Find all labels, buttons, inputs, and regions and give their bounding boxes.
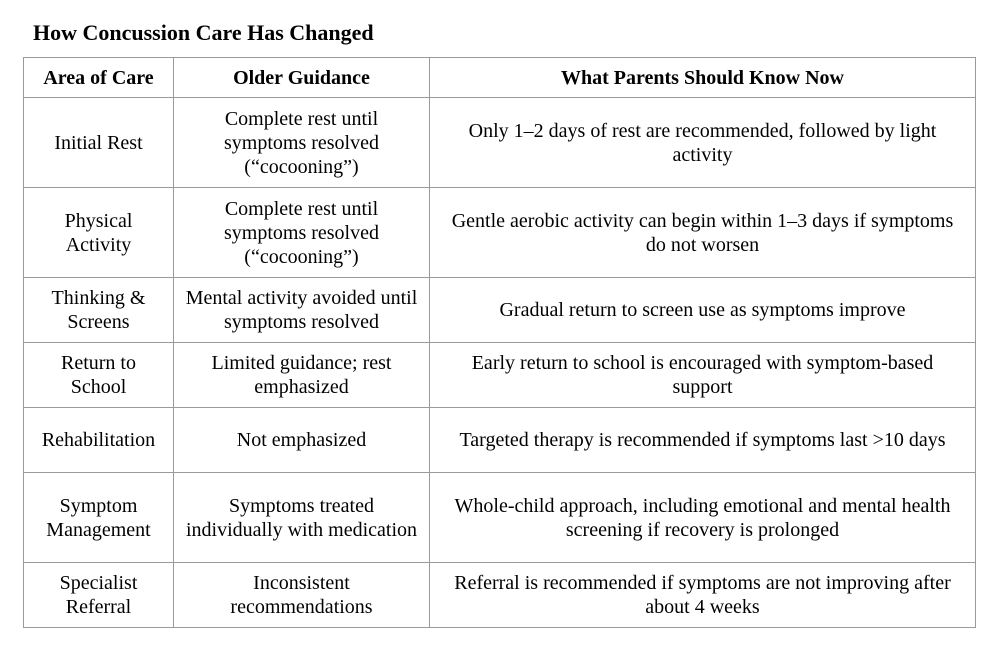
header-what-parents-should-know-now: What Parents Should Know Now	[430, 58, 976, 98]
cell-older-guidance: Symptoms treated individually with medication	[174, 473, 430, 563]
table-row	[24, 408, 976, 473]
cell-now: Gradual return to screen use as symptoms improve	[430, 278, 976, 343]
table-row	[24, 98, 976, 188]
cell-area: Return to School	[24, 343, 174, 408]
cell-older-guidance: Complete rest until symptoms resolved (“cocooning”)	[174, 188, 430, 278]
cell-now: Targeted therapy is recommended if symptoms last >10 days	[430, 408, 976, 473]
cell-area: Rehabilitation	[24, 408, 174, 473]
table-row	[24, 278, 976, 343]
cell-area: Specialist Referral	[24, 563, 174, 628]
page-title: How Concussion Care Has Changed	[33, 20, 374, 45]
cell-older-guidance: Complete rest until symptoms resolved (“cocooning”)	[174, 98, 430, 188]
header-area-of-care: Area of Care	[24, 58, 174, 98]
table-row	[24, 188, 976, 278]
cell-area: Symptom Management	[24, 473, 174, 563]
cell-now: Whole-child approach, including emotional and mental health screening if recovery is prolonged	[430, 473, 976, 563]
table-header-row	[24, 58, 976, 98]
cell-older-guidance: Limited guidance; rest emphasized	[174, 343, 430, 408]
table-row	[24, 563, 976, 628]
cell-now: Only 1–2 days of rest are recommended, followed by light activity	[430, 98, 976, 188]
cell-now: Early return to school is encouraged with symptom-based support	[430, 343, 976, 408]
table-row	[24, 343, 976, 408]
cell-area: Initial Rest	[24, 98, 174, 188]
cell-now: Referral is recommended if symptoms are not improving after about 4 weeks	[430, 563, 976, 628]
cell-area: Physical Activity	[24, 188, 174, 278]
table-row	[24, 473, 976, 563]
cell-area: Thinking & Screens	[24, 278, 174, 343]
header-older-guidance: Older Guidance	[174, 58, 430, 98]
concussion-care-table	[23, 57, 976, 628]
cell-now: Gentle aerobic activity can begin within 1–3 days if symptoms do not worsen	[430, 188, 976, 278]
cell-older-guidance: Mental activity avoided until symptoms resolved	[174, 278, 430, 343]
cell-older-guidance: Inconsistent recommendations	[174, 563, 430, 628]
cell-older-guidance: Not emphasized	[174, 408, 430, 473]
